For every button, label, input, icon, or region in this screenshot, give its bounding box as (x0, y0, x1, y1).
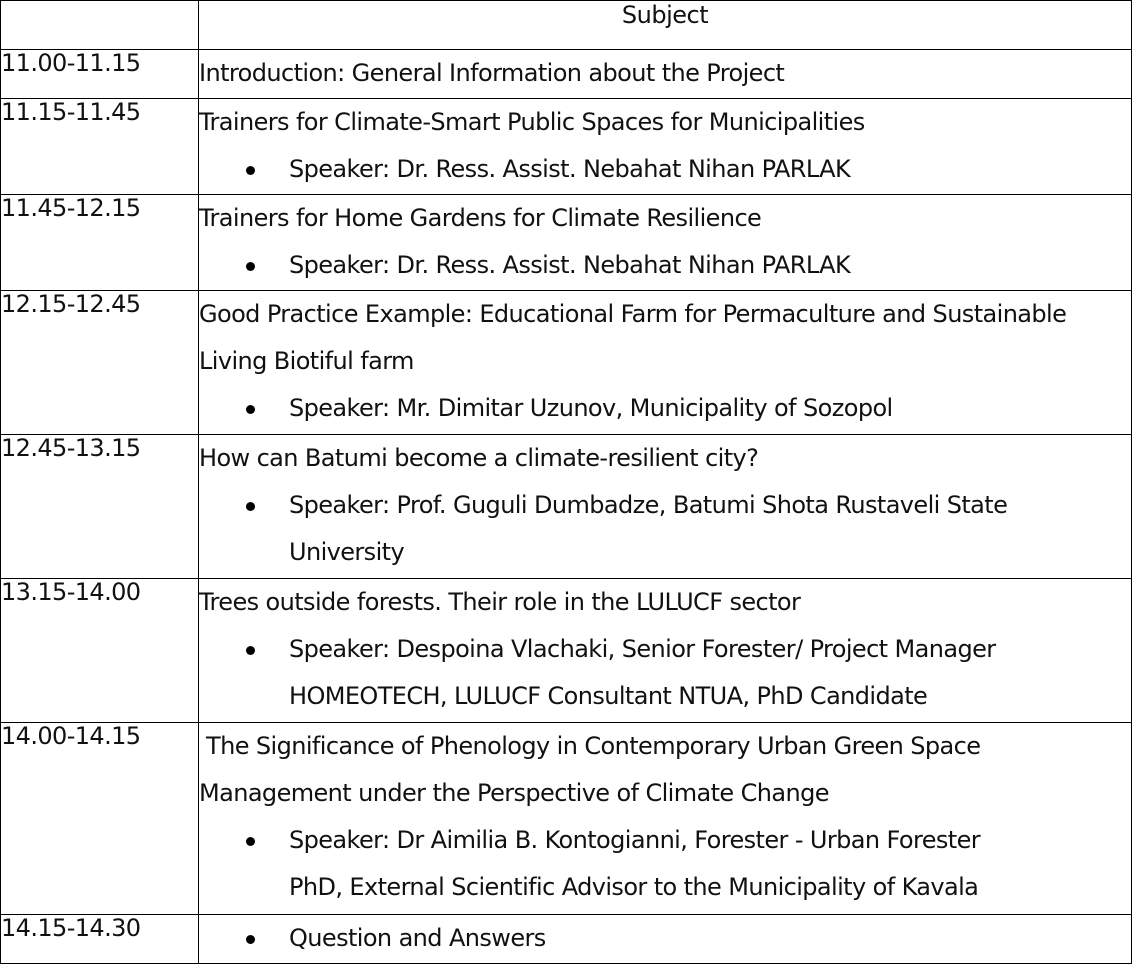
time-cell: 11.15-11.45 (1, 99, 199, 195)
speaker-text: Question and Answers (289, 924, 546, 952)
table-row (1, 50, 1132, 99)
time-cell: 11.45-12.15 (1, 195, 199, 291)
session-topic: Trees outside forests. Their role in the LULUCF sector (199, 588, 801, 616)
subject-cell (199, 723, 1132, 915)
table-row (1, 291, 1132, 435)
table-row (1, 195, 1132, 291)
subject-cell (199, 435, 1132, 579)
session-topic: Trainers for Climate-Smart Public Spaces for Municipalities (199, 108, 865, 136)
speaker-list-item (199, 146, 1131, 193)
table-row (1, 723, 1132, 915)
speaker-text: Speaker: Dr. Ress. Assist. Nebahat Nihan PARLAK (289, 155, 851, 183)
table-row (1, 579, 1132, 723)
session-topic: Good Practice Example: Educational Farm for Permaculture and Sustainable Living Biotiful farm (199, 300, 1067, 375)
subject-cell (199, 195, 1132, 291)
time-cell: 13.15-14.00 (1, 579, 199, 723)
time-cell: 14.15-14.30 (1, 915, 199, 964)
speaker-list-item (199, 385, 1131, 432)
speaker-list-item (199, 915, 1131, 962)
table-header-row (1, 1, 1132, 50)
session-topic: How can Batumi become a climate-resilient city? (199, 444, 759, 472)
subject-cell (199, 291, 1132, 435)
subject-cell (199, 50, 1132, 99)
speaker-list-item (199, 626, 1131, 720)
session-topic: The Significance of Phenology in Contemporary Urban Green Space Management under the Perspective of Climate Change (199, 732, 988, 807)
subject-cell (199, 99, 1132, 195)
header-time-cell (1, 1, 199, 50)
time-cell: 11.00-11.15 (1, 50, 199, 99)
table-row (1, 99, 1132, 195)
speaker-list-item (199, 482, 1131, 576)
table-row (1, 435, 1132, 579)
time-cell: 12.15-12.45 (1, 291, 199, 435)
speaker-text: Speaker: Dr Aimilia B. Kontogianni, Forester - Urban Forester PhD, External Scientific Advisor to the Municipality of Kavala (289, 826, 981, 901)
speaker-list-item (199, 242, 1131, 289)
time-cell: 14.00-14.15 (1, 723, 199, 915)
speaker-list-item (199, 817, 1131, 911)
time-cell: 12.45-13.15 (1, 435, 199, 579)
subject-cell (199, 579, 1132, 723)
session-topic: Trainers for Home Gardens for Climate Resilience (199, 204, 762, 232)
speaker-text: Speaker: Despoina Vlachaki, Senior Forester/ Project Manager HOMEOTECH, LULUCF Consultant NTUA, PhD Candidate (289, 635, 996, 710)
header-subject-cell: Subject (199, 1, 1132, 50)
subject-cell (199, 915, 1132, 964)
speaker-text: Speaker: Dr. Ress. Assist. Nebahat Nihan PARLAK (289, 251, 851, 279)
speaker-text: Speaker: Prof. Guguli Dumbadze, Batumi Shota Rustaveli State University (289, 491, 1008, 566)
table-row (1, 915, 1132, 964)
speaker-text: Speaker: Mr. Dimitar Uzunov, Municipality of Sozopol (289, 394, 893, 422)
session-topic: Introduction: General Information about the Project (199, 59, 785, 87)
